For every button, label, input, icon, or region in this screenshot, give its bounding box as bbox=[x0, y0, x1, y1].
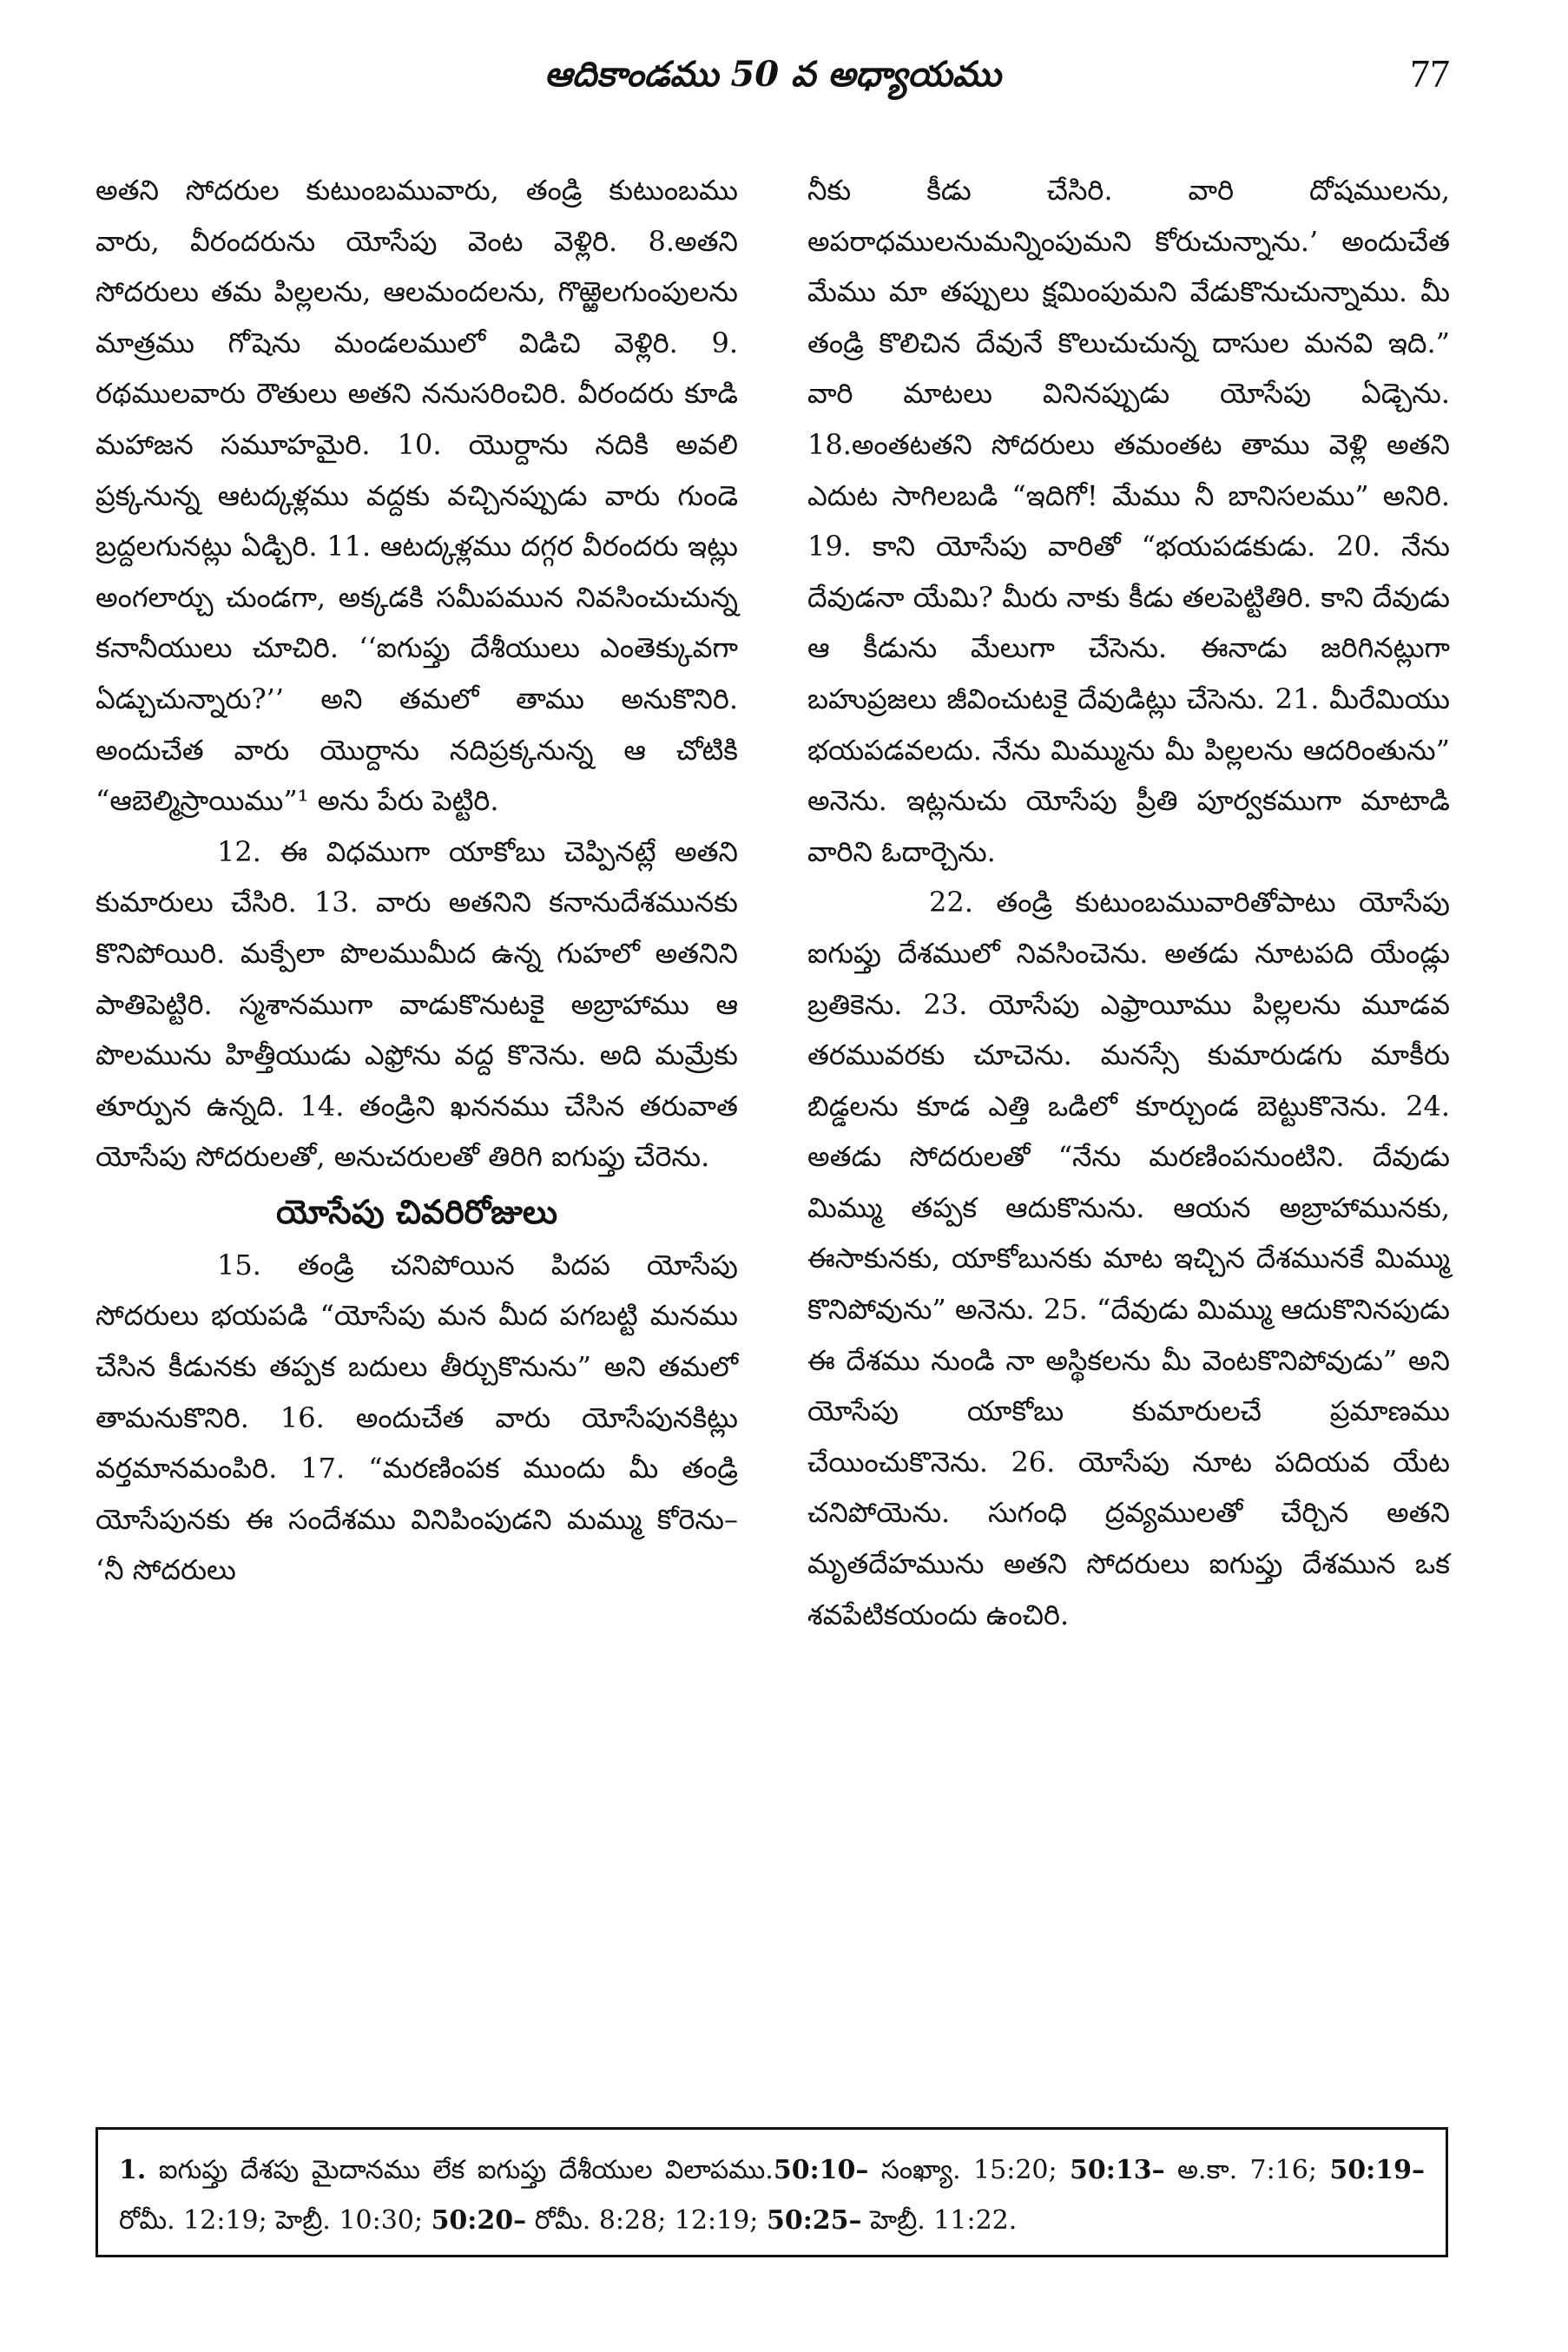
cross-reference-text: రోమీ. 8:28; 12:19; bbox=[534, 2205, 759, 2236]
left-paragraph-1: అతని సోదరుల కుటుంబమువారు, తండ్రి కుటుంబము వారు, వీరందరును యోసేపు వెంట వెళ్లిరి. 8.అతని సోదరులు తమ పిల్లలను, ఆలమందలను, గొఱ్ఱెలగుంపులను మాత్రము గోషెను మండలములో విడిచి వెళ్లిరి. 9. రథములవారు రౌతులు అతని ననుసరించిరి. వీరందరు కూడి మహాజన సమూహమైరి. 10. యొర్దాను నదికి అవలి ప్రక్కనున్న ఆటద్కళ్లము వద్దకు వచ్చినప్పుడు వారు గుండె బ్రద్దలగునట్లు ఏడ్చిరి. 11. ఆటద్కళ్లము దగ్గర వీరందరు ఇట్లు అంగలార్చు చుండగా, అక్కడకి సమీపమున నివసించుచున్న కనానీయులు చూచిరి. ‘‘ఐగుప్తు దేశీయులు ఎంతెక్కువగా ఏడ్చుచున్నారు?’’ అని తమలో తాము అనుకొనిరి. అందుచేత వారు యొర్దాను నదిప్రక్కనున్న ఆ చోటికి “ఆబెల్మిస్రాయిము”¹ అను పేరు పెట్టిరి. bbox=[96, 174, 738, 818]
footnote-text: ఐగుప్తు దేశపు మైదానము లేక ఐగుప్తు దేశీయుల విలాపము. bbox=[158, 2155, 774, 2185]
cross-reference-label: 50:20– bbox=[431, 2205, 527, 2236]
page-header bbox=[96, 43, 1450, 122]
cross-reference-text: సంఖ్యా. 15:20; bbox=[880, 2155, 1057, 2185]
right-paragraph-1: నీకు కీడు చేసిరి. వారి దోషములను, అపరాధములనుమన్నింపుమని కోరుచున్నాను.’ అందుచేత మేము మా తప్పులు క్షమింపుమని వేడుకొనుచున్నాము. మీ తండ్రి కొలిచిన దేవునే కొలుచుచున్న దాసుల మనవి ఇది.” వారి మాటలు వినినప్పుడు యోసేపు ఏడ్చెను. 18.అంతటతని సోదరులు తమంతట తాము వెళ్లి అతని ఎదుట సాగిలబడి “ఇదిగో! మేము నీ బానిసలము” అనిరి. 19. కాని యోసేపు వారితో “భయపడకుడు. 20. నేను దేవుడనా యేమి? మీరు నాకు కీడు తలపెట్టితిరి. కాని దేవుడు ఆ కీడును మేలుగా చేసెను. ఈనాడు జరిగినట్లుగా బహుప్రజలు జీవించుటకై దేవుడిట్లు చేసెను. 21. మీరేమియు భయపడవలదు. నేను మిమ్మును మీ పిల్లలను ఆదరింతును” అనెను. ఇట్లనుచు యోసేపు ప్రీతి పూర్వకముగా మాటాడి వారిని ఓదార్చెను. bbox=[807, 174, 1450, 868]
footnote-number: 1. bbox=[119, 2155, 147, 2185]
cross-reference-label: 50:13– bbox=[1070, 2155, 1165, 2185]
cross-reference-text: హెబ్రీ. 11:22. bbox=[870, 2205, 1018, 2236]
left-paragraph-3: 15. తండ్రి చనిపోయిన పిదప యోసేపు సోదరులు భయపడి “యోసేపు మన మీద పగబట్టి మనము చేసిన కీడునకు తప్పక బదులు తీర్చుకొనును” అని తమలో తామనుకొనిరి. 16. అందుచేత వారు యోసేపునకిట్లు వర్తమానమంపిరి. 17. “మరణింపక ముందు మీ తండ్రి యోసేపునకు ఈ సందేశము వినిపింపుడని మమ్ము కోరెను– ‘నీ సోదరులు bbox=[96, 1248, 738, 1587]
left-paragraph-2: 12. ఈ విధముగా యాకోబు చెప్పినట్లే అతని కుమారులు చేసిరి. 13. వారు అతనిని కనానుదేశమునకు కొనిపోయిరి. మక్పేలా పొలముమీద ఉన్న గుహలో అతనిని పాతిపెట్టిరి. స్మశానముగా వాడుకొనుటకై అబ్రాహాము ఆ పొలమును హిత్తీయుడు ఎఫ్రోను వద్ద కొనెను. అది మమ్రేకు తూర్పున ఉన్నది. 14. తండ్రిని ఖననము చేసిన తరువాత యోసేపు సోదరులతో, అనుచరులతో తిరిగి ఐగుప్తు చేరెను. bbox=[96, 834, 738, 1174]
right-column bbox=[807, 165, 1450, 1640]
running-title: ఆదికాండము 50 వ అధ్యాయము bbox=[544, 54, 1001, 95]
cross-reference-label: 50:10– bbox=[773, 2155, 869, 2185]
footnote-box bbox=[96, 2127, 1448, 2257]
left-column bbox=[96, 165, 738, 1596]
cross-reference-label: 50:25– bbox=[766, 2205, 862, 2236]
right-paragraph-2: 22. తండ్రి కుటుంబమువారితోపాటు యోసేపు ఐగుప్తు దేశములో నివసించెను. అతడు నూటపది యేండ్లు బ్రతికెను. 23. యోసేపు ఎఫ్రాయీము పిల్లలను మూడవ తరమువరకు చూచెను. మనస్సే కుమారుడగు మాకీరు బిడ్డలను కూడ ఎత్తి ఒడిలో కూర్చుండ బెట్టుకొనెను. 24. అతడు సోదరులతో “నేను మరణింపనుంటిని. దేవుడు మిమ్ము తప్పక ఆదుకొనును. ఆయన అబ్రాహామునకు, ఈసాకునకు, యాకోబునకు మాట ఇచ్చిన దేశమునకే మిమ్ము కొనిపోవును” అనెను. 25. “దేవుడు మిమ్ము ఆదుకొనినపుడు ఈ దేశము నుండి నా అస్థికలను మీ వెంటకొనిపోవుడు” అని యోసేపు యాకోబు కుమారులచే ప్రమాణము చేయించుకొనెను. 26. యోసేపు నూట పదియవ యేట చనిపోయెను. సుగంధి ద్రవ్యములతో చేర్చిన అతని మృతదేహమును అతని సోదరులు ఐగుప్తు దేశమున ఒక శవపేటికయందు ఉంచిరి. bbox=[807, 886, 1450, 1631]
cross-reference-label: 50:19– bbox=[1329, 2155, 1425, 2185]
section-heading: యోసేపు చివరిరోజులు bbox=[275, 1191, 558, 1231]
cross-reference-text: అ.కా. 7:16; bbox=[1177, 2155, 1317, 2185]
cross-reference-text: రోమీ. 12:19; హెబ్రీ. 10:30; bbox=[119, 2205, 424, 2236]
page-number: 77 bbox=[1410, 51, 1450, 96]
